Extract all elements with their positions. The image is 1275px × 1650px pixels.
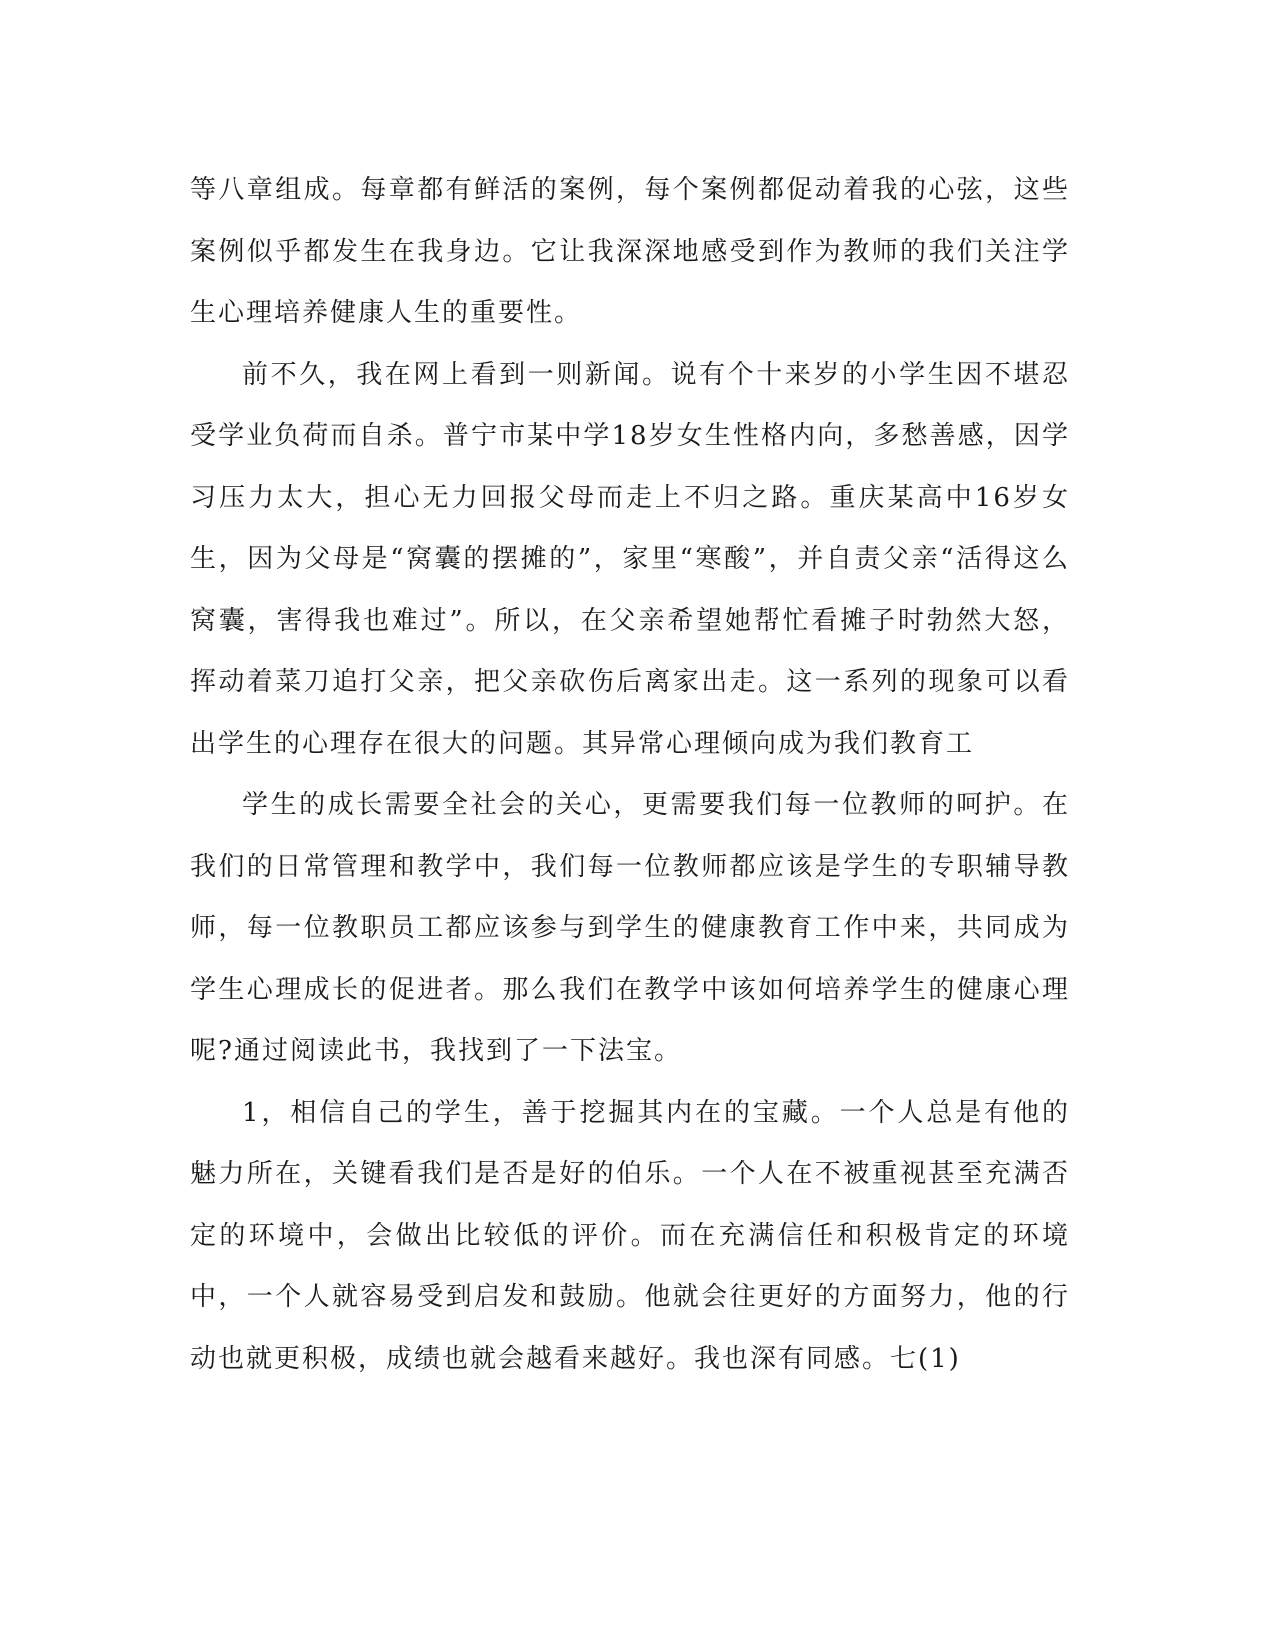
paragraph-1: 等八章组成。每章都有鲜活的案例，每个案例都促动着我的心弦，这些案例似乎都发生在我身边。它让我深深地感受到作为教师的我们关注学生心理培养健康人生的重要性。: [190, 175, 1070, 328]
body-text: [190, 160, 1070, 1390]
paragraph-4: 1，相信自己的学生，善于挖掘其内在的宝藏。一个人总是有他的魅力所在，关键看我们是否是好的伯乐。一个人在不被重视甚至充满否定的环境中，会做出比较低的评价。而在充满信任和积极肯定的环境中，一个人就容易受到启发和鼓励。他就会往更好的方面努力，他的行动也就更积极，成绩也就会越看来越好。我也深有同感。七(1): [190, 1097, 1070, 1374]
paragraph-3: 学生的成长需要全社会的关心，更需要我们每一位教师的呵护。在我们的日常管理和教学中，我们每一位教师都应该是学生的专职辅导教师，每一位教职员工都应该参与到学生的健康教育工作中来，共同成为学生心理成长的促进者。那么我们在教学中该如何培养学生的健康心理呢?通过阅读此书，我找到了一下法宝。: [190, 790, 1070, 1066]
paragraph-2: 前不久，我在网上看到一则新闻。说有个十来岁的小学生因不堪忍受学业负荷而自杀。普宁市某中学18岁女生性格内向，多愁善感，因学习压力太大，担心无力回报父母而走上不归之路。重庆某高中16岁女生，因为父母是“窝囊的摆摊的”，家里“寒酸”，并自责父亲“活得这么窝囊，害得我也难过”。所以，在父亲希望她帮忙看摊子时勃然大怒，挥动着菜刀追打父亲，把父亲砍伤后离家出走。这一系列的现象可以看出学生的心理存在很大的问题。其异常心理倾向成为我们教育工: [190, 359, 1070, 759]
